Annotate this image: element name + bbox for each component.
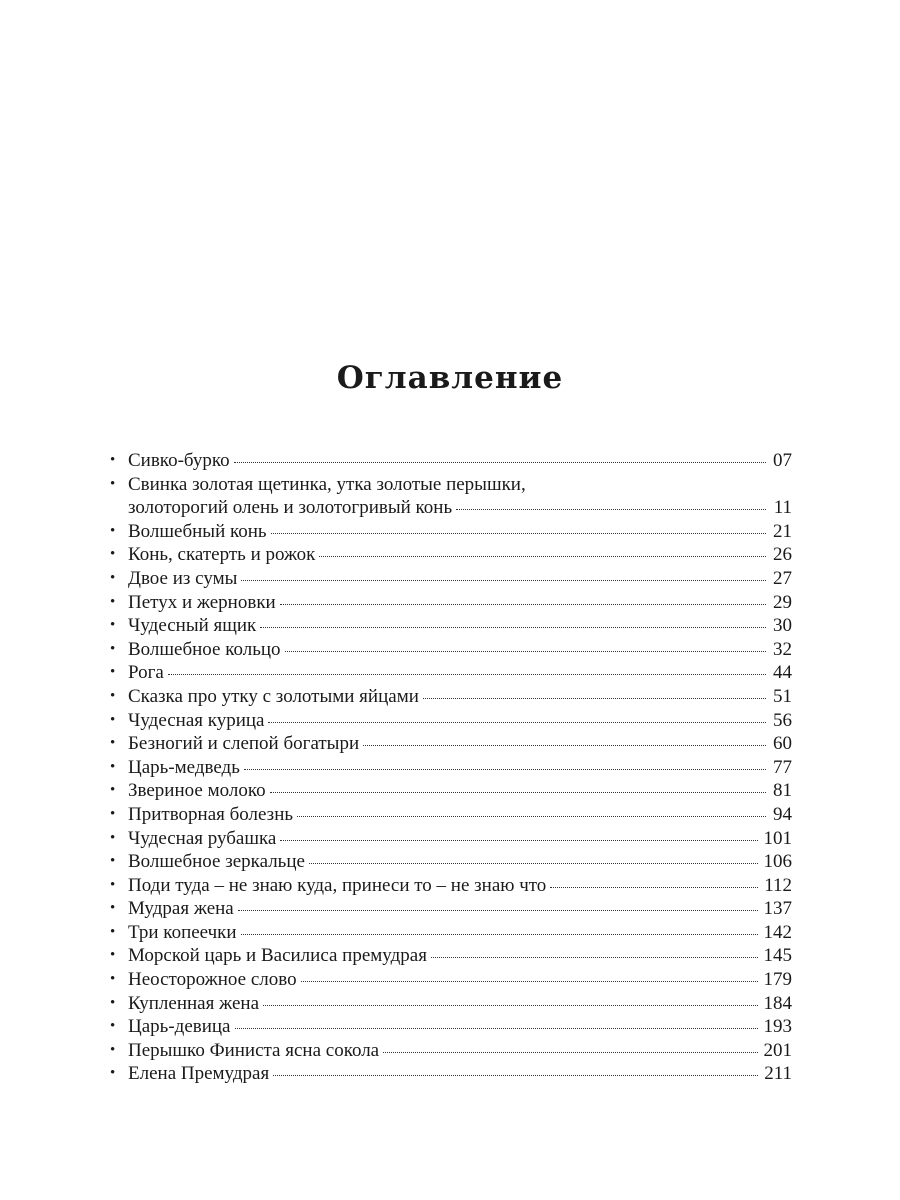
toc-entry-line [128, 897, 792, 921]
bullet-icon: • [110, 569, 116, 586]
bullet-icon: • [110, 522, 116, 539]
dot-leader [168, 674, 766, 675]
bullet-icon: • [110, 687, 116, 704]
toc-entry-body [128, 520, 792, 544]
toc-entry-body [128, 968, 792, 992]
toc-entry-line [128, 827, 792, 851]
toc-entry-title: Конь, скатерть и рожок [128, 544, 316, 566]
toc-entry-line [128, 1039, 792, 1063]
bullet-icon: • [110, 923, 116, 940]
toc-entry-title: Поди туда – не знаю куда, принеси то – не знаю что [128, 874, 547, 896]
bullet-icon: • [110, 664, 116, 681]
toc-entry-body [128, 874, 792, 898]
toc-entry [110, 850, 792, 874]
toc-entry-line [128, 874, 792, 898]
table-of-contents [110, 449, 792, 1086]
dot-leader [270, 792, 766, 793]
toc-entry-title: Звериное молоко [128, 780, 266, 802]
bullet-icon: • [110, 829, 116, 846]
dot-leader [309, 863, 758, 864]
dot-leader [363, 745, 766, 746]
toc-entry-line [128, 614, 792, 638]
dot-leader [431, 957, 758, 958]
bullet-icon: • [110, 782, 116, 799]
toc-entry-line [128, 992, 792, 1016]
toc-entry-body [128, 1062, 792, 1086]
toc-entry-line [128, 732, 792, 756]
toc-entry-line [128, 567, 792, 591]
toc-entry-title: Перышко Финиста ясна сокола [128, 1039, 380, 1061]
toc-entry-page-number: 201 [763, 1039, 792, 1061]
toc-entry-line [128, 520, 792, 544]
toc-entry-line [128, 496, 792, 520]
toc-entry-page-number: 27 [773, 567, 792, 589]
toc-entry-body [128, 732, 792, 756]
toc-entry [110, 756, 792, 780]
toc-entry-body [128, 543, 792, 567]
bullet-icon: • [110, 735, 116, 752]
dot-leader [263, 1005, 758, 1006]
toc-entry-line [128, 685, 792, 709]
toc-entry [110, 827, 792, 851]
toc-entry-page-number: 211 [764, 1063, 792, 1085]
bullet-icon: • [110, 947, 116, 964]
toc-entry-body [128, 1015, 792, 1039]
toc-entry [110, 709, 792, 733]
dot-leader [244, 769, 766, 770]
dot-leader [273, 1075, 758, 1076]
bullet-icon: • [110, 1041, 116, 1058]
toc-entry-page-number: 07 [773, 450, 792, 471]
toc-entry [110, 661, 792, 685]
toc-entry-page-number: 11 [773, 497, 792, 519]
toc-entry [110, 473, 792, 520]
dot-leader [260, 627, 766, 628]
toc-entry-page-number: 106 [763, 851, 792, 873]
toc-entry-line [128, 944, 792, 968]
toc-entry-body [128, 567, 792, 591]
bullet-icon: • [110, 994, 116, 1011]
bullet-icon: • [110, 758, 116, 775]
toc-entry-title: золоторогий олень и золотогривый конь [128, 497, 453, 519]
toc-entry [110, 543, 792, 567]
toc-entry-line [128, 449, 792, 473]
toc-entry-page-number: 56 [773, 709, 792, 731]
toc-entry [110, 1015, 792, 1039]
dot-leader [280, 604, 766, 605]
toc-entry-page-number: 94 [773, 803, 792, 825]
dot-leader [280, 840, 757, 841]
toc-entry-body [128, 638, 792, 662]
bullet-icon: • [110, 1065, 116, 1082]
toc-entry-page-number: 60 [773, 733, 792, 755]
toc-entry [110, 449, 792, 473]
page-title: Оглавление [336, 360, 564, 396]
toc-entry-page-number: 145 [763, 945, 792, 967]
toc-entry-body [128, 449, 792, 473]
toc-entry-page-number: 137 [763, 898, 792, 920]
toc-entry-body [128, 709, 792, 733]
toc-entry [110, 732, 792, 756]
toc-entry-title: Притворная болезнь [128, 803, 294, 825]
bullet-icon: • [110, 900, 116, 917]
bullet-icon: • [110, 452, 116, 468]
toc-entry-page-number: 81 [773, 780, 792, 802]
toc-entry-body [128, 779, 792, 803]
toc-entry-line [128, 779, 792, 803]
toc-entry-title: Чудесная курица [128, 709, 265, 731]
toc-entry-line [128, 543, 792, 567]
toc-entry-body [128, 803, 792, 827]
dot-leader [235, 1028, 758, 1029]
toc-entry [110, 614, 792, 638]
bullet-icon: • [110, 711, 116, 728]
toc-entry-title: Сказка про утку с золотыми яйцами [128, 685, 419, 707]
toc-entry-body [128, 827, 792, 851]
bullet-icon: • [110, 971, 116, 988]
toc-entry-title: Царь-девица [128, 1016, 231, 1038]
toc-entry-title: Царь-медведь [128, 756, 240, 778]
toc-entry-title: Волшебное зеркальце [128, 851, 305, 873]
bullet-icon: • [110, 876, 116, 893]
bullet-icon: • [110, 475, 116, 492]
dot-leader [285, 651, 766, 652]
dot-leader [268, 722, 766, 723]
toc-entry [110, 968, 792, 992]
bullet-icon: • [110, 546, 116, 563]
toc-entry-title: Чудесный ящик [128, 615, 257, 637]
dot-leader [423, 698, 766, 699]
toc-entry-title: Морской царь и Василиса премудрая [128, 945, 427, 967]
dot-leader [238, 910, 758, 911]
dot-leader [383, 1052, 757, 1053]
toc-entry-body [128, 897, 792, 921]
toc-entry-body [128, 685, 792, 709]
dot-leader [456, 509, 766, 510]
toc-entry-body [128, 756, 792, 780]
toc-entry-title: Безногий и слепой богатыри [128, 733, 360, 755]
toc-entry-line [128, 850, 792, 874]
toc-entry [110, 591, 792, 615]
toc-entry-title: Волшебное кольцо [128, 638, 281, 660]
toc-entry-body [128, 614, 792, 638]
toc-entry-line [128, 709, 792, 733]
dot-leader [241, 934, 758, 935]
toc-entry-body [128, 992, 792, 1016]
toc-entry-line [128, 1015, 792, 1039]
toc-entry-page-number: 26 [773, 544, 792, 566]
dot-leader [550, 887, 758, 888]
toc-entry-page-number: 112 [764, 874, 792, 896]
toc-entry [110, 779, 792, 803]
toc-entry-title: Волшебный конь [128, 520, 267, 542]
bullet-icon: • [110, 593, 116, 610]
toc-entry-line [128, 1062, 792, 1086]
toc-entry-page-number: 77 [773, 756, 792, 778]
toc-entry-page-number: 51 [773, 685, 792, 707]
toc-entry-title: Елена Премудрая [128, 1063, 270, 1085]
toc-entry [110, 803, 792, 827]
toc-entry-title: Чудесная рубашка [128, 827, 277, 849]
toc-entry-title: Неосторожное слово [128, 969, 297, 991]
toc-entry-body [128, 921, 792, 945]
dot-leader [301, 981, 758, 982]
toc-entry-title: Двое из сумы [128, 567, 238, 589]
toc-entry [110, 921, 792, 945]
toc-entry-page-number: 184 [763, 992, 792, 1014]
dot-leader [271, 533, 766, 534]
toc-entry [110, 1062, 792, 1086]
toc-entry-line [128, 591, 792, 615]
toc-entry-page-number: 142 [763, 921, 792, 943]
dot-leader [297, 816, 766, 817]
bullet-icon: • [110, 1018, 116, 1035]
toc-entry-title: Рога [128, 662, 164, 684]
toc-entry [110, 685, 792, 709]
toc-entry-page-number: 179 [763, 969, 792, 991]
bullet-icon: • [110, 853, 116, 870]
toc-entry-title: Три копеечки [128, 921, 237, 943]
toc-entry-page-number: 30 [773, 615, 792, 637]
toc-entry [110, 874, 792, 898]
toc-entry-page-number: 193 [763, 1016, 792, 1038]
dot-leader [234, 462, 766, 463]
toc-entry-line [128, 638, 792, 662]
toc-entry-title: Свинка золотая щетинка, утка золотые перышки, [128, 473, 526, 495]
toc-entry-page-number: 44 [773, 662, 792, 684]
bullet-icon: • [110, 617, 116, 634]
toc-entry [110, 897, 792, 921]
toc-entry-body [128, 473, 792, 520]
toc-entry-title: Мудрая жена [128, 898, 234, 920]
toc-entry [110, 520, 792, 544]
toc-entry [110, 638, 792, 662]
toc-entry-page-number: 101 [763, 827, 792, 849]
bullet-icon: • [110, 640, 116, 657]
toc-entry-line [128, 968, 792, 992]
toc-entry-page-number: 29 [773, 591, 792, 613]
toc-entry-body [128, 850, 792, 874]
toc-entry-body [128, 661, 792, 685]
toc-entry-body [128, 1039, 792, 1063]
toc-entry-body [128, 944, 792, 968]
toc-entry [110, 992, 792, 1016]
bullet-icon: • [110, 805, 116, 822]
toc-entry [110, 1039, 792, 1063]
toc-entry-line [128, 803, 792, 827]
toc-entry [110, 944, 792, 968]
toc-entry-title: Сивко-бурко [128, 450, 230, 471]
dot-leader [241, 580, 766, 581]
toc-entry-line [128, 756, 792, 780]
toc-entry-page-number: 32 [773, 638, 792, 660]
toc-entry [110, 567, 792, 591]
toc-entry-page-number: 21 [773, 520, 792, 542]
toc-entry-line [128, 661, 792, 685]
toc-entry-title: Петух и жерновки [128, 591, 276, 613]
toc-entry-line [128, 921, 792, 945]
toc-entry-line [128, 473, 792, 497]
toc-entry-title: Купленная жена [128, 992, 259, 1014]
dot-leader [319, 556, 766, 557]
toc-entry-body [128, 591, 792, 615]
